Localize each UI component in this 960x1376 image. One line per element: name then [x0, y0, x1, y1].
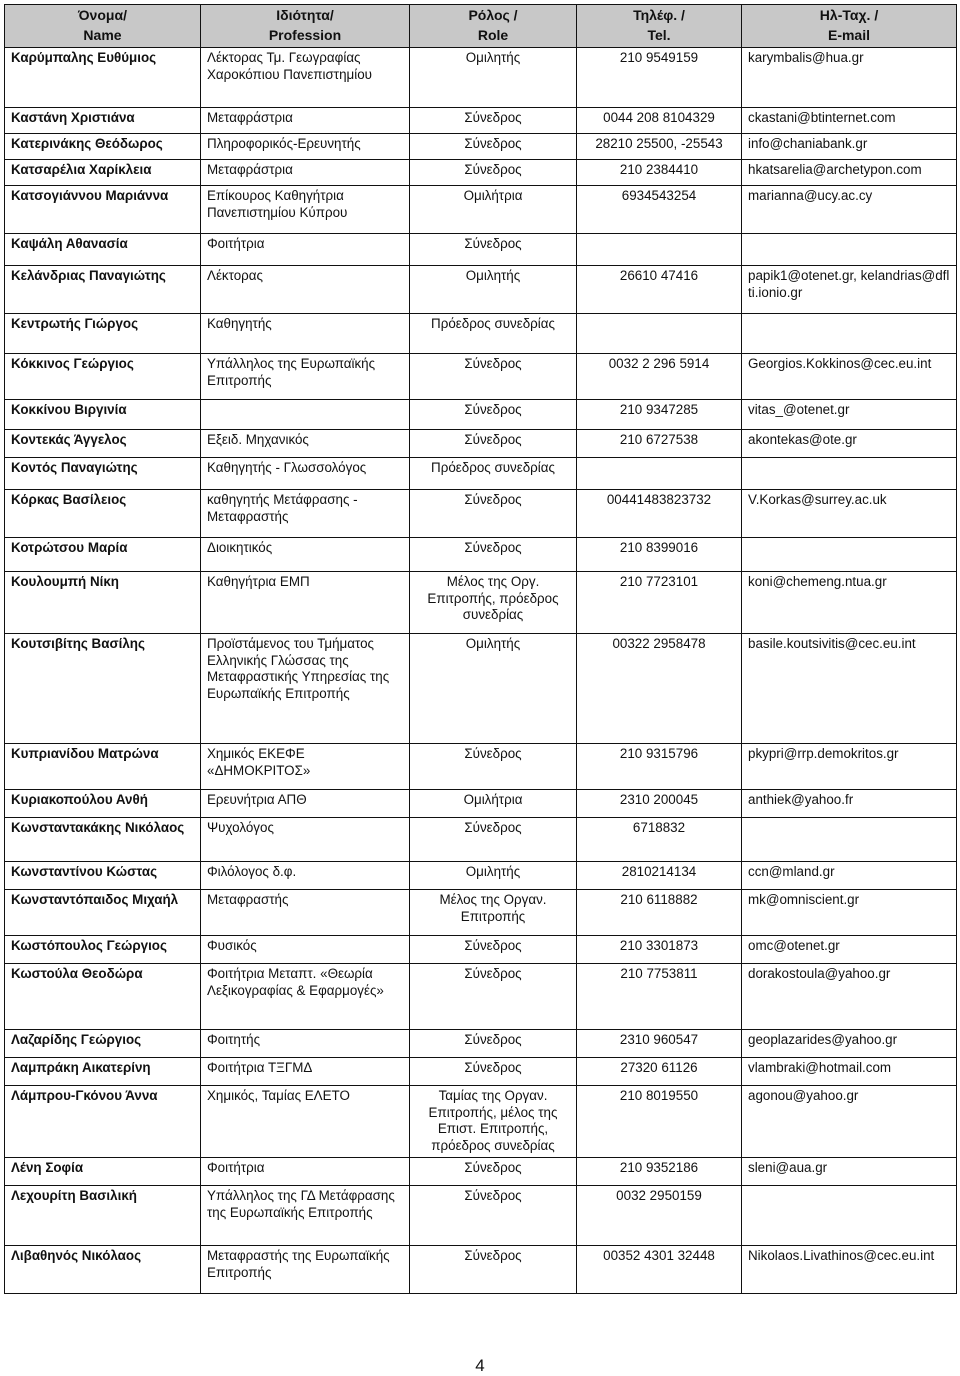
table-header	[5, 5, 957, 48]
email-cell: info@chaniabank.gr	[742, 134, 957, 160]
page-number: 4	[475, 1356, 485, 1375]
table-row	[5, 818, 957, 862]
role-cell: Μέλος της Οργαν. Επιτροπής	[410, 890, 577, 936]
tel-cell: 210 9352186	[577, 1158, 742, 1186]
tel-cell: 2310 960547	[577, 1030, 742, 1058]
profession-cell: Φοιτήτρια	[201, 1158, 410, 1186]
tel-cell	[577, 234, 742, 266]
tel-cell: 2310 200045	[577, 790, 742, 818]
profession-cell: Καθηγητής - Γλωσσολόγος	[201, 458, 410, 490]
role-cell: Σύνεδρος	[410, 936, 577, 964]
table-row	[5, 314, 957, 354]
role-cell: Ομιλητής	[410, 48, 577, 108]
profession-cell: Φοιτήτρια	[201, 234, 410, 266]
name-cell: Κωστούλα Θεοδώρα	[5, 964, 201, 1030]
tel-cell: 27320 61126	[577, 1058, 742, 1086]
tel-cell: 0044 208 8104329	[577, 108, 742, 134]
table-row	[5, 266, 957, 314]
tel-cell: 210 8399016	[577, 538, 742, 572]
tel-cell: 210 6118882	[577, 890, 742, 936]
profession-cell: καθηγητής Μετάφρασης - Μεταφραστής	[201, 490, 410, 538]
name-cell: Καρύμπαλης Ευθύμιος	[5, 48, 201, 108]
role-cell: Ομιλητής	[410, 634, 577, 744]
role-cell: Σύνεδρος	[410, 234, 577, 266]
email-cell: vitas_@otenet.gr	[742, 400, 957, 430]
email-cell: papik1@otenet.gr, kelandrias@dflti.ionio.gr	[742, 266, 957, 314]
participants-sheet	[4, 4, 956, 1294]
tel-cell: 6934543254	[577, 186, 742, 234]
email-cell: V.Korkas@surrey.ac.uk	[742, 490, 957, 538]
tel-cell: 0032 2950159	[577, 1186, 742, 1246]
role-cell: Σύνεδρος	[410, 134, 577, 160]
profession-cell: Καθηγήτρια ΕΜΠ	[201, 572, 410, 634]
name-cell: Κουλουμπή Νίκη	[5, 572, 201, 634]
table-row	[5, 744, 957, 790]
role-cell: Σύνεδρος	[410, 1058, 577, 1086]
table-row	[5, 790, 957, 818]
profession-cell: Φοιτητής	[201, 1030, 410, 1058]
email-cell	[742, 538, 957, 572]
name-cell: Κόρκας Βασίλειος	[5, 490, 201, 538]
email-cell: koni@chemeng.ntua.gr	[742, 572, 957, 634]
name-cell: Κουτσιβίτης Βασίλης	[5, 634, 201, 744]
profession-cell: Χημικός, Ταμίας ΕΛΕΤΟ	[201, 1086, 410, 1158]
email-cell: Nikolaos.Livathinos@cec.eu.int	[742, 1246, 957, 1294]
email-cell: mk@omniscient.gr	[742, 890, 957, 936]
tel-cell: 210 7753811	[577, 964, 742, 1030]
profession-cell: Μεταφράστρια	[201, 160, 410, 186]
tel-cell: 210 8019550	[577, 1086, 742, 1158]
name-cell: Κεντρωτής Γιώργος	[5, 314, 201, 354]
tel-cell: 28210 25500, -25543	[577, 134, 742, 160]
table-row	[5, 936, 957, 964]
role-cell: Ταμίας της Οργαν. Επιτροπής, μέλος της Επιστ. Επιτροπής, πρόεδρος συνεδρίας	[410, 1086, 577, 1158]
name-cell: Κοτρώτσου Μαρία	[5, 538, 201, 572]
profession-cell: Μεταφράστρια	[201, 108, 410, 134]
table-row	[5, 134, 957, 160]
table-row	[5, 1158, 957, 1186]
email-cell: agonou@yahoo.gr	[742, 1086, 957, 1158]
tel-cell	[577, 458, 742, 490]
profession-cell: Φοιτήτρια Μεταπτ. «Θεωρία Λεξικογραφίας & Εφαρμογές»	[201, 964, 410, 1030]
name-cell: Κυριακοπούλου Ανθή	[5, 790, 201, 818]
name-cell: Λιβαθηνός Νικόλαος	[5, 1246, 201, 1294]
role-cell: Σύνεδρος	[410, 964, 577, 1030]
header-email: Ηλ-Ταχ. / E-mail	[742, 5, 957, 48]
email-cell: karymbalis@hua.gr	[742, 48, 957, 108]
profession-cell: Φυσικός	[201, 936, 410, 964]
name-cell: Κόκκινος Γεώργιος	[5, 354, 201, 400]
role-cell: Σύνεδρος	[410, 1186, 577, 1246]
name-cell: Κωστόπουλος Γεώργιος	[5, 936, 201, 964]
header-tel: Τηλέφ. / Tel.	[577, 5, 742, 48]
name-cell: Κυπριανίδου Ματρώνα	[5, 744, 201, 790]
name-cell: Λάμπρου-Γκόνου Άννα	[5, 1086, 201, 1158]
tel-cell: 210 3301873	[577, 936, 742, 964]
tel-cell: 210 9315796	[577, 744, 742, 790]
role-cell: Σύνεδρος	[410, 354, 577, 400]
role-cell: Ομιλητής	[410, 862, 577, 890]
email-cell: ckastani@btinternet.com	[742, 108, 957, 134]
email-cell: pkypri@rrp.demokritos.gr	[742, 744, 957, 790]
role-cell: Σύνεδρος	[410, 538, 577, 572]
name-cell: Λαζαρίδης Γεώργιος	[5, 1030, 201, 1058]
email-cell	[742, 458, 957, 490]
table-row	[5, 538, 957, 572]
email-cell: geoplazarides@yahoo.gr	[742, 1030, 957, 1058]
profession-cell: Χημικός ΕΚΕΦΕ «ΔΗΜΟΚΡΙΤΟΣ»	[201, 744, 410, 790]
name-cell: Λένη Σοφία	[5, 1158, 201, 1186]
table-row	[5, 1086, 957, 1158]
table-row	[5, 890, 957, 936]
role-cell: Σύνεδρος	[410, 160, 577, 186]
profession-cell: Μεταφραστής της Ευρωπαϊκής Επιτροπής	[201, 1246, 410, 1294]
profession-cell: Λέκτορας Τμ. Γεωγραφίας Χαροκόπιου Πανεπιστημίου	[201, 48, 410, 108]
table-row	[5, 458, 957, 490]
table-row	[5, 186, 957, 234]
profession-cell: Επίκουρος Καθηγήτρια Πανεπιστημίου Κύπρου	[201, 186, 410, 234]
email-cell: Georgios.Kokkinos@cec.eu.int	[742, 354, 957, 400]
name-cell: Κατερινάκης Θεόδωρος	[5, 134, 201, 160]
table-row	[5, 1058, 957, 1086]
email-cell: omc@otenet.gr	[742, 936, 957, 964]
table-row	[5, 400, 957, 430]
table-row	[5, 234, 957, 266]
role-cell: Ομιλήτρια	[410, 186, 577, 234]
name-cell: Κοκκίνου Βιργινία	[5, 400, 201, 430]
profession-cell: Εξειδ. Μηχανικός	[201, 430, 410, 458]
role-cell: Ομιλητής	[410, 266, 577, 314]
tel-cell: 210 6727538	[577, 430, 742, 458]
table-row	[5, 964, 957, 1030]
tel-cell: 0032 2 296 5914	[577, 354, 742, 400]
table-row	[5, 430, 957, 458]
tel-cell: 210 9347285	[577, 400, 742, 430]
name-cell: Λαμπράκη Αικατερίνη	[5, 1058, 201, 1086]
tel-cell: 26610 47416	[577, 266, 742, 314]
email-cell	[742, 234, 957, 266]
role-cell: Σύνεδρος	[410, 400, 577, 430]
table-body	[5, 48, 957, 1294]
table-row	[5, 48, 957, 108]
role-cell: Σύνεδρος	[410, 744, 577, 790]
role-cell: Πρόεδρος συνεδρίας	[410, 458, 577, 490]
role-cell: Σύνεδρος	[410, 818, 577, 862]
name-cell: Κατσογιάννου Μαριάννα	[5, 186, 201, 234]
profession-cell: Υπάλληλος της Ευρωπαϊκής Επιτροπής	[201, 354, 410, 400]
table-row	[5, 862, 957, 890]
tel-cell: 00322 2958478	[577, 634, 742, 744]
email-cell: vlambraki@hotmail.com	[742, 1058, 957, 1086]
tel-cell: 210 9549159	[577, 48, 742, 108]
tel-cell: 6718832	[577, 818, 742, 862]
name-cell: Κοντός Παναγιώτης	[5, 458, 201, 490]
role-cell: Σύνεδρος	[410, 1158, 577, 1186]
name-cell: Κατσαρέλια Χαρίκλεια	[5, 160, 201, 186]
role-cell: Ομιλήτρια	[410, 790, 577, 818]
profession-cell: Πληροφορικός-Ερευνητής	[201, 134, 410, 160]
profession-cell: Λέκτορας	[201, 266, 410, 314]
email-cell	[742, 1186, 957, 1246]
name-cell: Καψάλη Αθανασία	[5, 234, 201, 266]
profession-cell: Φιλόλογος δ.φ.	[201, 862, 410, 890]
role-cell: Σύνεδρος	[410, 1246, 577, 1294]
header-name: Όνομα/ Name	[5, 5, 201, 48]
table-row	[5, 108, 957, 134]
tel-cell: 210 7723101	[577, 572, 742, 634]
email-cell: akontekas@ote.gr	[742, 430, 957, 458]
name-cell: Κοντεκάς Άγγελος	[5, 430, 201, 458]
header-role: Ρόλος / Role	[410, 5, 577, 48]
email-cell	[742, 818, 957, 862]
profession-cell: Διοικητικός	[201, 538, 410, 572]
table-row	[5, 1186, 957, 1246]
email-cell: hkatsarelia@archetypon.com	[742, 160, 957, 186]
tel-cell: 00441483823732	[577, 490, 742, 538]
header-row	[5, 5, 957, 48]
profession-cell: Υπάλληλος της ΓΔ Μετάφρασης της Ευρωπαϊκής Επιτροπής	[201, 1186, 410, 1246]
table-row	[5, 160, 957, 186]
name-cell: Κωνσταντίνου Κώστας	[5, 862, 201, 890]
tel-cell: 2810214134	[577, 862, 742, 890]
email-cell: ccn@mland.gr	[742, 862, 957, 890]
profession-cell: Φοιτήτρια ΤΞΓΜΔ	[201, 1058, 410, 1086]
profession-cell: Προϊστάμενος του Τμήματος Ελληνικής Γλώσσας της Μεταφραστικής Υπηρεσίας της Ευρωπαϊκής Επιτροπής	[201, 634, 410, 744]
email-cell: marianna@ucy.ac.cy	[742, 186, 957, 234]
role-cell: Σύνεδρος	[410, 490, 577, 538]
tel-cell: 00352 4301 32448	[577, 1246, 742, 1294]
name-cell: Κωνσταντακάκης Νικόλαος	[5, 818, 201, 862]
table-row	[5, 354, 957, 400]
table-row	[5, 490, 957, 538]
table-row	[5, 1246, 957, 1294]
header-profession: Ιδιότητα/ Profession	[201, 5, 410, 48]
tel-cell: 210 2384410	[577, 160, 742, 186]
participants-table	[4, 4, 957, 1294]
table-row	[5, 1030, 957, 1058]
name-cell: Λεχουρίτη Βασιλική	[5, 1186, 201, 1246]
role-cell: Μέλος της Οργ. Επιτροπής, πρόεδρος συνεδρίας	[410, 572, 577, 634]
role-cell: Σύνεδρος	[410, 1030, 577, 1058]
email-cell: anthiek@yahoo.fr	[742, 790, 957, 818]
name-cell: Κελάνδριας Παναγιώτης	[5, 266, 201, 314]
email-cell: dorakostoula@yahoo.gr	[742, 964, 957, 1030]
profession-cell: Καθηγητής	[201, 314, 410, 354]
name-cell: Καστάνη Χριστιάνα	[5, 108, 201, 134]
email-cell: sleni@aua.gr	[742, 1158, 957, 1186]
table-row	[5, 572, 957, 634]
role-cell: Σύνεδρος	[410, 430, 577, 458]
profession-cell: Ψυχολόγος	[201, 818, 410, 862]
tel-cell	[577, 314, 742, 354]
profession-cell	[201, 400, 410, 430]
email-cell	[742, 314, 957, 354]
profession-cell: Μεταφραστής	[201, 890, 410, 936]
table-row	[5, 634, 957, 744]
profession-cell: Ερευνήτρια ΑΠΘ	[201, 790, 410, 818]
role-cell: Σύνεδρος	[410, 108, 577, 134]
role-cell: Πρόεδρος συνεδρίας	[410, 314, 577, 354]
email-cell: basile.koutsivitis@cec.eu.int	[742, 634, 957, 744]
name-cell: Κωνσταντόπαιδος Μιχαήλ	[5, 890, 201, 936]
